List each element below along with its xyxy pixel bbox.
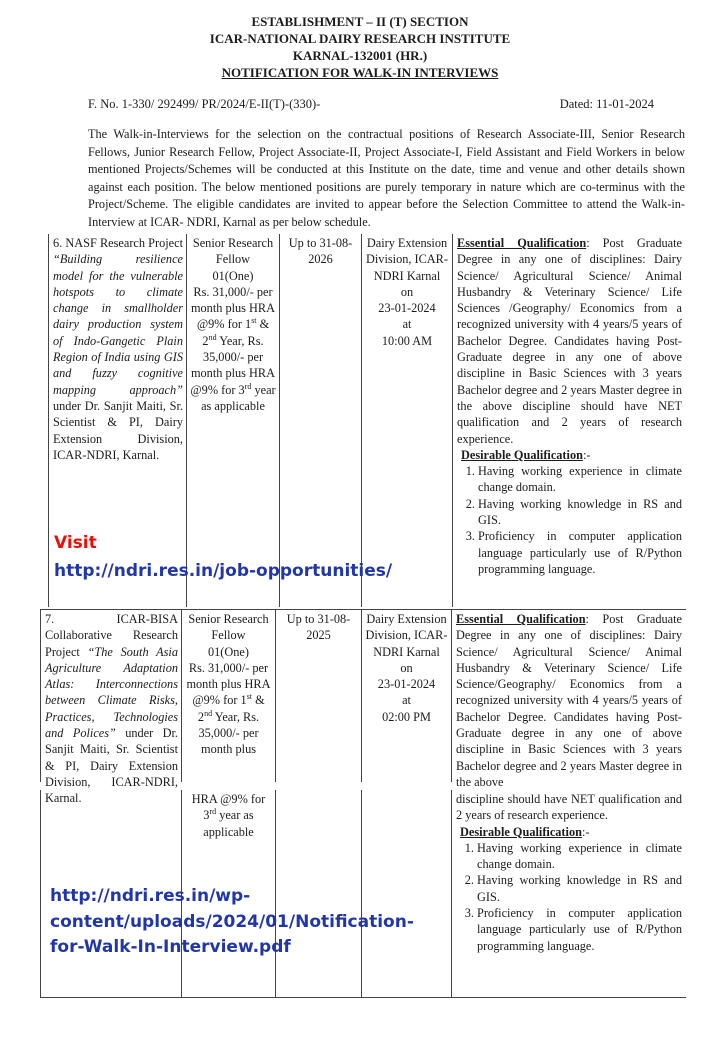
desirable-item: 1. Having working experience in climate change domain. — [478, 463, 682, 496]
project-title: “The South Asia Agriculture Adaptation Atlas: Interconnections between Climate Risks, Practices, Technologies and Polices” — [45, 644, 178, 741]
venue-on: on — [400, 660, 413, 675]
tenure: Up to 31-08-2025 — [286, 612, 351, 643]
position-row-7 — [40, 609, 686, 806]
position-row-6 — [48, 234, 686, 607]
project-intro: 6. NASF Research Project — [53, 236, 183, 250]
post-name: Senior Research Fellow — [188, 612, 269, 643]
desirable-qualification-label: Desirable Qualification — [460, 824, 582, 839]
interview-date: 23-01-2024 — [377, 677, 436, 692]
post-count: 01(One) — [212, 268, 254, 283]
essential-qualification-label: Essential Qualification — [456, 612, 586, 626]
desirable-item: 2. Having working knowledge in RS and GIS. — [477, 872, 682, 905]
post-cell — [187, 234, 280, 607]
project-cell — [40, 610, 182, 806]
venue: Dairy Extension Division, ICAR-NDRI Karnal — [366, 236, 448, 283]
interview-date: 23-01-2024 — [378, 301, 436, 316]
venue-cell — [362, 234, 453, 607]
interview-time: 02:00 PM — [382, 709, 431, 724]
post-cell — [182, 610, 276, 782]
tenure: Up to 31-08-2026 — [288, 236, 353, 267]
tenure-cell — [276, 610, 362, 782]
post-name: Senior Research Fellow — [192, 236, 274, 267]
desirable-qualification-label: Desirable Qualification — [461, 447, 583, 462]
qualification-cell — [452, 610, 686, 789]
qualification-cell — [452, 790, 686, 997]
job-opportunities-link[interactable]: http://ndri.res.in/job-opportunities/ — [54, 561, 393, 581]
notification-pdf-link[interactable]: http://ndri.res.in/wp-content/uploads/2024/01/Notification-for-Walk-In-Interview.pdf — [50, 886, 414, 957]
desirable-list — [457, 463, 682, 577]
emoluments: Rs. 31,000/- per month plus HRA @9% for 1st & 2nd Year, Rs. 35,000/- per month plus — [186, 660, 271, 757]
notification-date: Dated: 11-01-2024 — [559, 97, 654, 111]
venue-at: at — [402, 693, 411, 708]
tenure-cell — [280, 234, 362, 607]
emoluments: HRA @9% for 3rd year as applicable — [191, 792, 266, 839]
emoluments: Rs. 31,000/- per month plus HRA @9% for 1st & 2nd Year, Rs. 35,000/- per month plus HRA @9% for 3rd year as applicable — [190, 284, 276, 413]
interview-time: 10:00 AM — [381, 333, 433, 348]
desirable-suffix: :- — [582, 447, 591, 462]
venue-at: at — [402, 317, 412, 332]
venue: Dairy Extension Division, ICAR-NDRI Karnal — [365, 612, 448, 659]
intro-paragraph: The Walk-in-Interviews for the selection on the contractual positions of Research Associate-III, Senior Research Fellows, Junior Research Fellow, Project Associate-II, Project Associate-I, Field Assistant and Field Workers in below mentioned Projects/Schemes will be conducted at this Institute on the date, time and venue and other details shown against each position. The below mentioned positions are purely temporary in nature which are co-terminus with the Project/Scheme. The eligible candidates are invited to appear before the Selection Committee to attend the Walk-in-Interview at ICAR- NDRI, Karnal as per below schedule. — [88, 127, 685, 229]
desirable-item: 3. Proficiency in computer application language particularly use of R/Python programming language. — [478, 528, 682, 577]
desirable-item: 2. Having working knowledge in RS and GIS. — [478, 496, 682, 529]
file-number: F. No. 1-330/ 292499/ PR/2024/E-II(T)-(330)- — [88, 97, 321, 111]
venue-cell — [362, 610, 452, 782]
institute-name: ICAR-NATIONAL DAIRY RESEARCH INSTITUTE — [209, 31, 511, 46]
project-title: “Building resilience model for the vulnerable hotspots to climate change in smallholder dairy production system of Indo-Gangetic Plain Region of India using GIS and fuzzy cognitive mapping approach” — [53, 252, 183, 397]
post-count: 01(One) — [208, 644, 249, 659]
essential-qualification-label: Essential Qualification — [457, 236, 587, 250]
section-heading: ESTABLISHMENT – II (T) SECTION — [251, 14, 469, 29]
essential-qualification-text: : Post Graduate Degree in any one of disciplines: Dairy Science/ Agricultural Science/ Animal Husbandry & Veterinary Science/ Life Sciences /Geography/ Economics from a recognized university with 4 years/5 years of Bachelor Degree. Candidates having Post-Graduate degree in any one of above discipline in Basic Sciences with 3 years Bachelor degree and 2 years Master degree in the above discipline should have NET qualification and 2 years of research experience. — [457, 236, 682, 446]
essential-qualification-text: discipline should have NET qualification and 2 years of research experience. — [456, 792, 682, 823]
desirable-item: 1. Having working experience in climate change domain. — [477, 840, 682, 873]
desirable-suffix: :- — [581, 824, 590, 839]
venue-on: on — [400, 284, 414, 299]
desirable-list — [456, 840, 682, 954]
notification-title: NOTIFICATION FOR WALK-IN INTERVIEWS — [221, 65, 499, 80]
institute-address: KARNAL-132001 (HR.) — [292, 48, 428, 63]
qualification-cell — [453, 234, 686, 607]
essential-qualification-text: : Post Graduate Degree in any one of disciplines: Dairy Science/ Agricultural Science/ Animal Husbandry & Veterinary Science/ Life Science/Geography/ Economics from a recognized university with 4 years/5 years of Bachelor Degree. Candidates having Post-Graduate degree in any one of above discipline in Basic Sciences with 3 years Bachelor degree and 2 years Master degree in the above — [456, 612, 682, 789]
project-pi: under Dr. Sanjit Maiti, Sr. Scientist & PI, Dairy Extension Division, ICAR-NDRI, Karnal. — [53, 398, 183, 462]
desirable-item: 3. Proficiency in computer application language particularly use of R/Python programming language. — [477, 905, 682, 954]
project-pi: under Dr. Sanjit Maiti, Sr. Scientist & PI, Dairy Extension Division, ICAR-NDRI, Karnal. — [45, 726, 178, 806]
project-intro: 7. ICAR-BISA Collaborative Research Project — [45, 612, 178, 659]
visit-label: Visit — [54, 533, 97, 553]
